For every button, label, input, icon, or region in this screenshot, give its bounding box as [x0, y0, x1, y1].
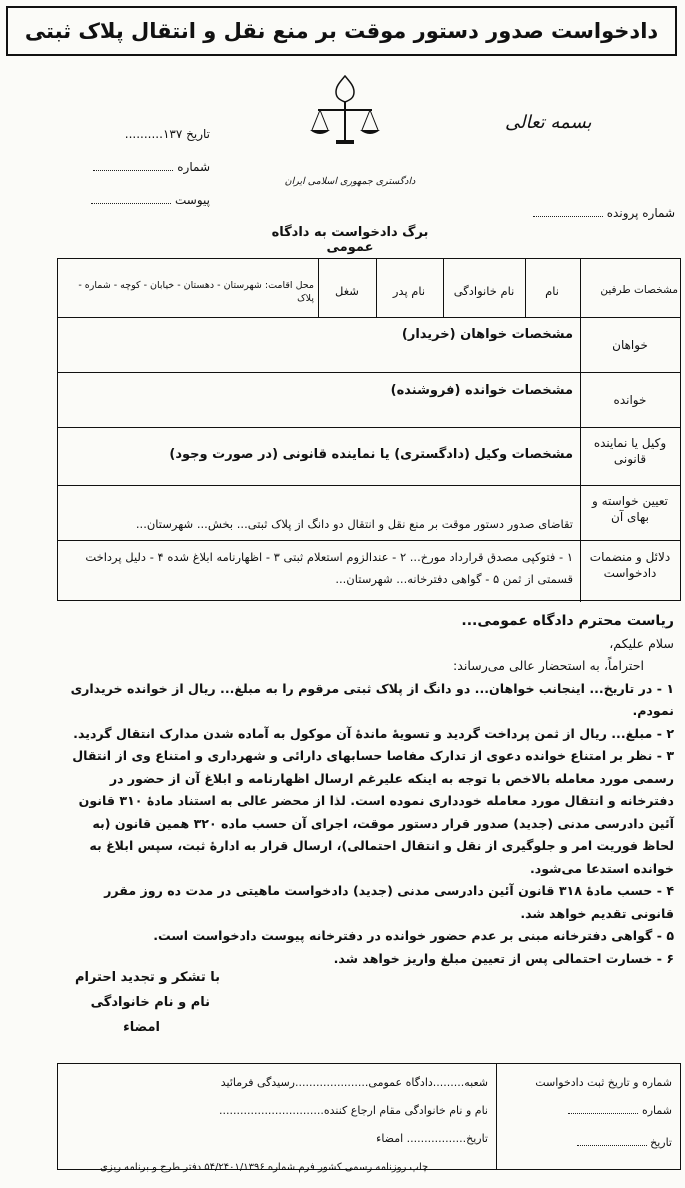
paragraph-3: ۳ - نظر بر امتناع خوانده دعوی از تدارک مفاصا حسابهای دارائی و شهرداری و امتناع وی از انتقال رسمی مورد معامله بالاخص با توجه به اینکه علیرغم ارسال اظهارنامه و ابلاغ آن از حضور در دفترخانه و انتقال مورد معامله خودداری نموده است. لذا از محضر عالی به استناد مادهٔ ۳۱۰ قانون آئین دادرسی مدنی (جدید) صدور قرار دستور موقت، اجرای آن حسب ماده ۳۲۰ همین قانون (به لحاظ فوریت امر و جلوگیری از نقل و انتقال احتمالی)، ارسال قرار به ادارهٔ ثبت، سپس ابلاغ به خوانده استدعا می‌شود. [72, 748, 674, 876]
paragraph-6: ۶ - خسارت احتمالی پس از تعیین مبلغ واریز خواهد شد. [333, 950, 674, 966]
date-label: تاریخ [186, 127, 210, 141]
greeting: سلام علیکم، [609, 635, 674, 651]
row-label-plaintiff: خواهان [612, 338, 648, 352]
case-number-label: شماره پرونده [606, 206, 675, 220]
col-name: نام [545, 284, 559, 298]
number-line [80, 160, 210, 174]
referrer-line: نام و نام خانوادگی مقام ارجاع کننده.............................. [218, 1104, 488, 1117]
basmala: بسمه تعالی [505, 112, 592, 133]
col-address: محل اقامت: شهرستان - دهستان - خیابان - کوچه - شماره - پلاک [78, 280, 314, 304]
attachment-line [80, 193, 210, 207]
date-line [70, 127, 210, 141]
row-content-plaintiff: مشخصات خواهان (خریدار) [401, 327, 573, 342]
signature: امضاء [123, 1020, 160, 1035]
row-content-evidence: ۱ - فتوکپی مصدق قرارداد مورخ... ۲ - عندالزوم استعلام ثبتی ۳ - اظهارنامه ابلاغ شده ۴ - دلیل پرداخت قسمتی از ثمن ۵ - گواهی دفترخانه... شهرستان... [85, 550, 573, 586]
paragraph-2: ۲ - مبلغ... ریال از ثمن پرداخت گردید و تسویهٔ ماندهٔ آن موکول به آماده شدن مدارک انتقال گردید. [73, 725, 674, 741]
date-sign-line: تاریخ................. امضاء [376, 1132, 488, 1145]
intro: احتراماً، به استحضار عالی می‌رساند: [452, 658, 644, 673]
letter-body [62, 610, 674, 970]
row-label-defendant: خوانده [613, 393, 647, 407]
paragraph-4: ۴ - حسب مادهٔ ۳۱۸ قانون آئین دادرسی مدنی (جدید) دادخواست ماهیتی در مدت ده روز مقرر قانونی تقدیم خواهد شد. [104, 883, 674, 921]
salutation: ریاست محترم دادگاه عمومی... [461, 613, 674, 629]
registration-title: شماره و تاریخ ثبت دادخواست [535, 1076, 672, 1089]
col-job: شغل [335, 284, 359, 298]
row-label-claim: تعیین خواسته و بهای آن [592, 494, 668, 524]
name-line: نام و نام خانوادگی [90, 995, 210, 1010]
registration-box [57, 1063, 681, 1170]
closing-block [60, 965, 220, 1040]
form-heading: برگ دادخواست به دادگاه عمومی [271, 225, 429, 255]
date-value: ۱۳۷.......... [124, 127, 183, 141]
paragraph-1: ۱ - در تاریخ... اینجانب خواهان... دو دانگ از پلاک ثبتی مرقوم را به مبلغ... ریال از خوانده خریداری نمودم. [70, 680, 674, 718]
closing: با تشکر و تجدید احترام [74, 970, 220, 985]
footer-print: چاپ روزنامه رسمی کشور فرم شماره ۵۴/۲۴۰۱/۱۳۹۶ دفتر طرح و برنامه ریزی [100, 1162, 429, 1173]
iran-emblem-icon [300, 72, 390, 152]
branch-line: شعبه.........دادگاه عمومی.....................رسیدگی فرمائید [220, 1076, 488, 1089]
col-parties: مشخصات طرفین [600, 284, 678, 296]
col-family: نام خانوادگی [453, 284, 515, 298]
emblem-caption: دادگستری جمهوری اسلامی ایران [284, 176, 416, 187]
case-number-line [525, 206, 675, 220]
paragraph-5: ۵ - گواهی دفترخانه مبنی بر عدم حضور خوانده در دفترخانه پیوست دادخواست است. [153, 928, 674, 943]
registration-date: تاریخ [502, 1136, 672, 1149]
parties-table [57, 258, 681, 601]
row-label-attorney: وکیل یا نماینده قانونی [593, 436, 667, 466]
form-title: دادخواست صدور دستور موقت بر منع نقل و انتقال پلاک ثبتی [6, 6, 677, 56]
col-father: نام پدر [392, 284, 426, 298]
row-content-claim: تقاضای صدور دستور موقت بر منع نقل و انتقال دو دانگ از پلاک ثبتی... بخش... شهرستان... [135, 517, 573, 531]
registration-number: شماره [502, 1104, 672, 1117]
row-content-attorney: مشخصات وکیل (دادگستری) یا نماینده قانونی (در صورت وجود) [169, 447, 573, 462]
row-content-defendant: مشخصات خوانده (فروشنده) [390, 383, 573, 398]
number-label: شماره [177, 160, 210, 174]
attachment-label: پیوست [175, 193, 210, 207]
row-label-evidence: دلائل و منضمات دادخواست [589, 550, 671, 580]
